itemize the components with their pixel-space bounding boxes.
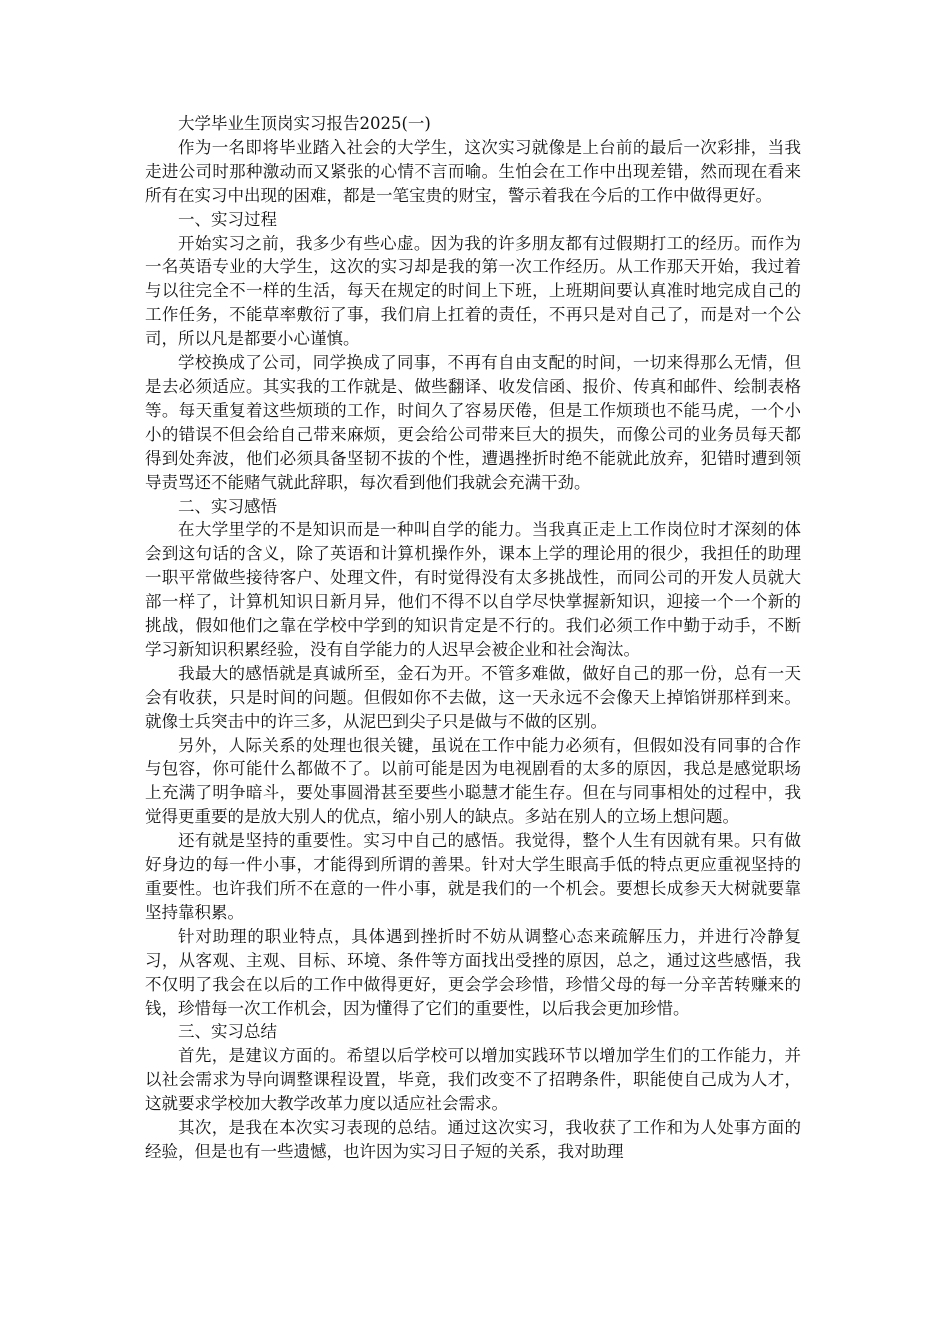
section-heading-summary: 三、实习总结 [178,1022,277,1042]
paragraph: 另外，人际关系的处理也很关键，虽说在工作中能力必须有，但假如没有同事的合作与包容，你可能什么都做不了。以前可能是因为电视剧看的太多的原因，我总是感觉职场上充满了明争暗斗，要处事圆滑甚至要些小聪慧才能生存。但在与同事相处的过程中，我觉得更重要的是放大别人的优点，缩小别人的缺点。多站在别人的立场上想问题。 [145,735,801,827]
section-heading-process: 一、实习过程 [178,209,277,229]
paragraph: 其次，是我在本次实习表现的总结。通过这次实习，我收获了工作和为人处事方面的经验，但是也有一些遗憾，也许因为实习日子短的关系，我对助理 [145,1118,801,1161]
paragraph: 学校换成了公司，同学换成了同事，不再有自由支配的时间，一切来得那么无情，但是去必须适应。其实我的工作就是、做些翻译、收发信函、报价、传真和邮件、绘制表格等。每天重复着这些烦琐的工作，时间久了容易厌倦，但是工作烦琐也不能马虎，一个小小的错误不但会给自己带来麻烦，更会给公司带来巨大的损失，而像公司的业务员每天都得到处奔波，他们必须具备坚韧不拔的个性，遭遇挫折时绝不能就此放弃，犯错时遭到领导责骂还不能赌气就此辞职，每次看到他们我就会充满干劲。 [145,353,801,492]
document-title: 大学毕业生顶岗实习报告2025(一) [178,114,431,133]
document-body [145,112,801,1164]
paragraph: 针对助理的职业特点，具体遇到挫折时不妨从调整心态来疏解压力，并进行冷静复习，从客观、主观、目标、环境、条件等方面找出受挫的原因，总之，通过这些感悟，我不仅明了我会在以后的工作中做得更好，更会学会珍惜，珍惜父母的每一分辛苦转赚来的钱，珍惜每一次工作机会，因为懂得了它们的重要性，以后我会更加珍惜。 [145,926,801,1018]
paragraph: 还有就是坚持的重要性。实习中自己的感悟。我觉得，整个人生有因就有果。只有做好身边的每一件小事，才能得到所谓的善果。针对大学生眼高手低的特点更应重视坚持的重要性。也许我们所不在意的一件小事，就是我们的一个机会。要想长成参天大树就要靠坚持靠积累。 [145,831,801,922]
paragraph: 开始实习之前，我多少有些心虚。因为我的许多朋友都有过假期打工的经历。而作为一名英语专业的大学生，这次的实习却是我的第一次工作经历。从工作那天开始，我过着与以往完全不一样的生活，每天在规定的时间上下班，上班期间要认真准时地完成自己的工作任务，不能草率敷衍了事，我们肩上扛着的责任，不再只是对自己了，而是对一个公司，所以凡是都要小心谨慎。 [145,233,801,349]
paragraph: 在大学里学的不是知识而是一种叫自学的能力。当我真正走上工作岗位时才深刻的体会到这句话的含义，除了英语和计算机操作外，课本上学的理论用的很少，我担任的助理一职平常做些接待客户、处理文件，有时觉得没有太多挑战性，而同公司的开发人员就大部一样了，计算机知识日新月异，他们不得不以自学尽快掌握新知识，迎接一个一个新的挑战，假如他们之靠在学校中学到的知识肯定是不行的。我们必须工作中勤于动手，不断学习新知识积累经验，没有自学能力的人迟早会被企业和社会淘汰。 [145,520,801,659]
paragraph: 我最大的感悟就是真诚所至，金石为开。不管多难做，做好自己的那一份，总有一天会有收获，只是时间的问题。但假如你不去做，这一天永远不会像天上掉馅饼那样到来。就像士兵突击中的许三多，从泥巴到尖子只是做与不做的区别。 [145,663,801,731]
intro-paragraph: 作为一名即将毕业踏入社会的大学生，这次实习就像是上台前的最后一次彩排，当我走进公司时那种激动而又紧张的心情不言而喻。生怕会在工作中出现差错，然而现在看来所有在实习中出现的困难，都是一笔宝贵的财宝，警示着我在今后的工作中做得更好。 [145,137,801,205]
paragraph: 首先，是建议方面的。希望以后学校可以增加实践环节以增加学生们的工作能力，并以社会需求为导向调整课程设置，毕竟，我们改变不了招聘条件，职能使自己成为人才，这就要求学校加大教学改革力度以适应社会需求。 [145,1046,801,1114]
section-heading-insights: 二、实习感悟 [178,496,277,516]
